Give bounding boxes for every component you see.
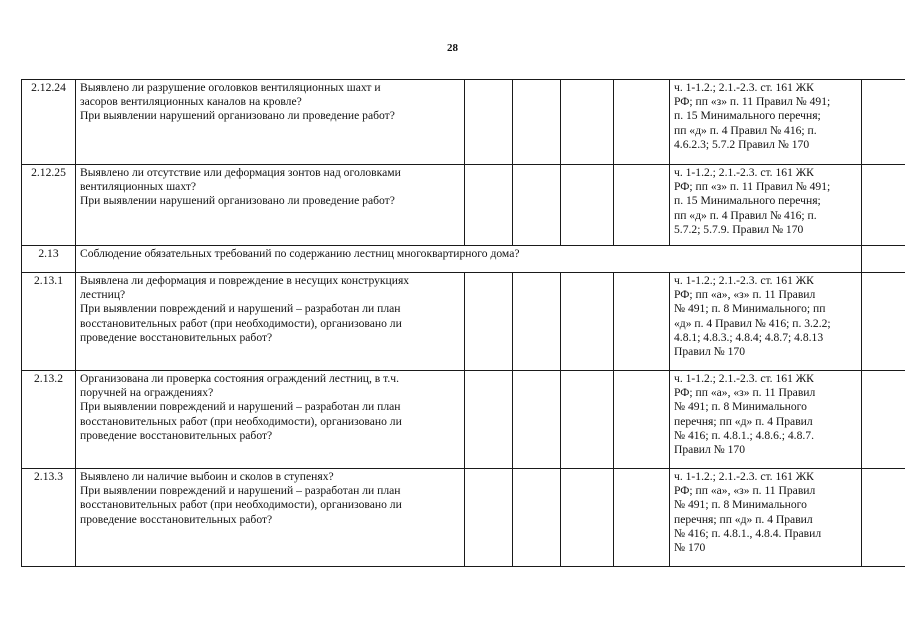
reference-line: № 416; п. 4.8.1.; 4.8.6.; 4.8.7. <box>674 428 814 442</box>
item-question <box>76 469 465 567</box>
reference-line: ч. 1-1.2.; 2.1.-2.3. ст. 161 ЖК <box>674 274 814 287</box>
item-question <box>76 165 465 246</box>
answer-yes-cell[interactable] <box>465 165 513 246</box>
answer-yes-cell[interactable] <box>465 273 513 371</box>
reference-line: перечня; пп «д» п. 4 Правил <box>674 512 813 526</box>
item-number: 2.13.3 <box>22 469 76 567</box>
item-number: 2.13.2 <box>22 371 76 469</box>
answer-no-cell[interactable] <box>513 469 561 567</box>
answer-na-cell[interactable] <box>561 165 614 246</box>
reference-line: Правил № 170 <box>674 345 746 359</box>
answer-extra-cell[interactable] <box>614 469 670 567</box>
reference-line: п. 15 Минимального перечня; <box>674 109 821 123</box>
note-cell[interactable] <box>862 469 905 567</box>
reference-line: № 491; п. 8 Минимального <box>674 498 807 512</box>
table-row <box>22 273 905 371</box>
reference-line: Правил № 170 <box>674 443 746 457</box>
question-line: засоров вентиляционных каналов на кровле? <box>80 95 302 109</box>
section-title: Соблюдение обязательных требований по содержанию лестниц многоквартирного дома? <box>76 246 862 273</box>
reference-line: РФ; пп «а», «з» п. 11 Правил <box>674 386 816 400</box>
item-number: 2.12.25 <box>22 165 76 246</box>
reference-line: пп «д» п. 4 Правил № 416; п. <box>674 208 817 222</box>
reference-line: «д» п. 4 Правил № 416; п. 3.2.2; <box>674 316 831 330</box>
reference-line: ч. 1-1.2.; 2.1.-2.3. ст. 161 ЖК <box>674 166 814 179</box>
reference-line: РФ; пп «з» п. 11 Правил № 491; <box>674 180 831 194</box>
table-row <box>22 371 905 469</box>
question-line: Выявлено ли отсутствие или деформация зонтов над оголовками <box>80 166 401 179</box>
table-row <box>22 80 905 165</box>
reference-line: РФ; пп «а», «з» п. 11 Правил <box>674 288 816 302</box>
answer-yes-cell[interactable] <box>465 469 513 567</box>
question-line: Выявлено ли разрушение оголовков вентиляционных шахт и <box>80 81 381 94</box>
reference-line: № 416; п. 4.8.1., 4.8.4. Правил <box>674 526 822 540</box>
question-line: вентиляционных шахт? <box>80 180 197 194</box>
section-row <box>22 246 905 273</box>
answer-extra-cell[interactable] <box>614 273 670 371</box>
item-reference <box>670 469 862 567</box>
question-line: проведение восстановительных работ? <box>80 428 273 442</box>
item-question <box>76 371 465 469</box>
reference-line: п. 15 Минимального перечня; <box>674 194 821 208</box>
answer-no-cell[interactable] <box>513 165 561 246</box>
note-cell[interactable] <box>862 273 905 371</box>
reference-line: пп «д» п. 4 Правил № 416; п. <box>674 123 817 137</box>
reference-line: ч. 1-1.2.; 2.1.-2.3. ст. 161 ЖК <box>674 372 814 385</box>
note-cell[interactable] <box>862 80 905 165</box>
reference-line: ч. 1-1.2.; 2.1.-2.3. ст. 161 ЖК <box>674 470 814 483</box>
reference-line: № 170 <box>674 541 706 555</box>
reference-line: № 491; п. 8 Минимального; пп <box>674 302 826 316</box>
item-reference <box>670 80 862 165</box>
item-question <box>76 80 465 165</box>
answer-no-cell[interactable] <box>513 80 561 165</box>
note-cell[interactable] <box>862 371 905 469</box>
reference-line: 4.6.2.3; 5.7.2 Правил № 170 <box>674 137 810 151</box>
question-line: При выявлении повреждений и нарушений – разработан ли план <box>80 484 401 498</box>
question-line: Выявлено ли наличие выбоин и сколов в ступенях? <box>80 470 334 483</box>
question-line: Организована ли проверка состояния ограждений лестниц, в т.ч. <box>80 372 399 385</box>
table-row <box>22 165 905 246</box>
question-line: восстановительных работ (при необходимости), организовано ли <box>80 498 402 512</box>
answer-na-cell[interactable] <box>561 371 614 469</box>
question-line: Выявлена ли деформация и повреждение в несущих конструкциях <box>80 274 410 287</box>
question-line: проведение восстановительных работ? <box>80 512 273 526</box>
answer-yes-cell[interactable] <box>465 371 513 469</box>
answer-extra-cell[interactable] <box>614 80 670 165</box>
reference-line: РФ; пп «з» п. 11 Правил № 491; <box>674 95 831 109</box>
reference-line: перечня; пп «д» п. 4 Правил <box>674 414 813 428</box>
answer-extra-cell[interactable] <box>614 165 670 246</box>
item-reference <box>670 371 862 469</box>
answer-no-cell[interactable] <box>513 273 561 371</box>
section-number: 2.13 <box>22 246 76 273</box>
answer-na-cell[interactable] <box>561 273 614 371</box>
checklist-table <box>21 79 905 567</box>
item-reference <box>670 273 862 371</box>
question-line: проведение восстановительных работ? <box>80 330 273 344</box>
table-row <box>22 469 905 567</box>
item-number: 2.12.24 <box>22 80 76 165</box>
reference-line: 5.7.2; 5.7.9. Правил № 170 <box>674 222 804 236</box>
reference-line: № 491; п. 8 Минимального <box>674 400 807 414</box>
question-line: При выявлении нарушений организовано ли проведение работ? <box>80 109 395 123</box>
answer-yes-cell[interactable] <box>465 80 513 165</box>
reference-line: РФ; пп «а», «з» п. 11 Правил <box>674 484 816 498</box>
question-line: восстановительных работ (при необходимости), организовано ли <box>80 316 402 330</box>
question-line: лестниц? <box>80 288 126 302</box>
question-line: При выявлении повреждений и нарушений – разработан ли план <box>80 400 401 414</box>
answer-extra-cell[interactable] <box>614 371 670 469</box>
question-line: поручней на ограждениях? <box>80 386 214 400</box>
item-number: 2.13.1 <box>22 273 76 371</box>
question-line: При выявлении нарушений организовано ли проведение работ? <box>80 194 395 208</box>
reference-line: ч. 1-1.2.; 2.1.-2.3. ст. 161 ЖК <box>674 81 814 94</box>
question-line: При выявлении повреждений и нарушений – разработан ли план <box>80 302 401 316</box>
answer-na-cell[interactable] <box>561 80 614 165</box>
note-cell[interactable] <box>862 246 905 273</box>
item-question <box>76 273 465 371</box>
question-line: восстановительных работ (при необходимости), организовано ли <box>80 414 402 428</box>
reference-line: 4.8.1; 4.8.3.; 4.8.4; 4.8.7; 4.8.13 <box>674 330 824 344</box>
note-cell[interactable] <box>862 165 905 246</box>
item-reference <box>670 165 862 246</box>
page-number: 28 <box>447 42 458 54</box>
answer-no-cell[interactable] <box>513 371 561 469</box>
answer-na-cell[interactable] <box>561 469 614 567</box>
